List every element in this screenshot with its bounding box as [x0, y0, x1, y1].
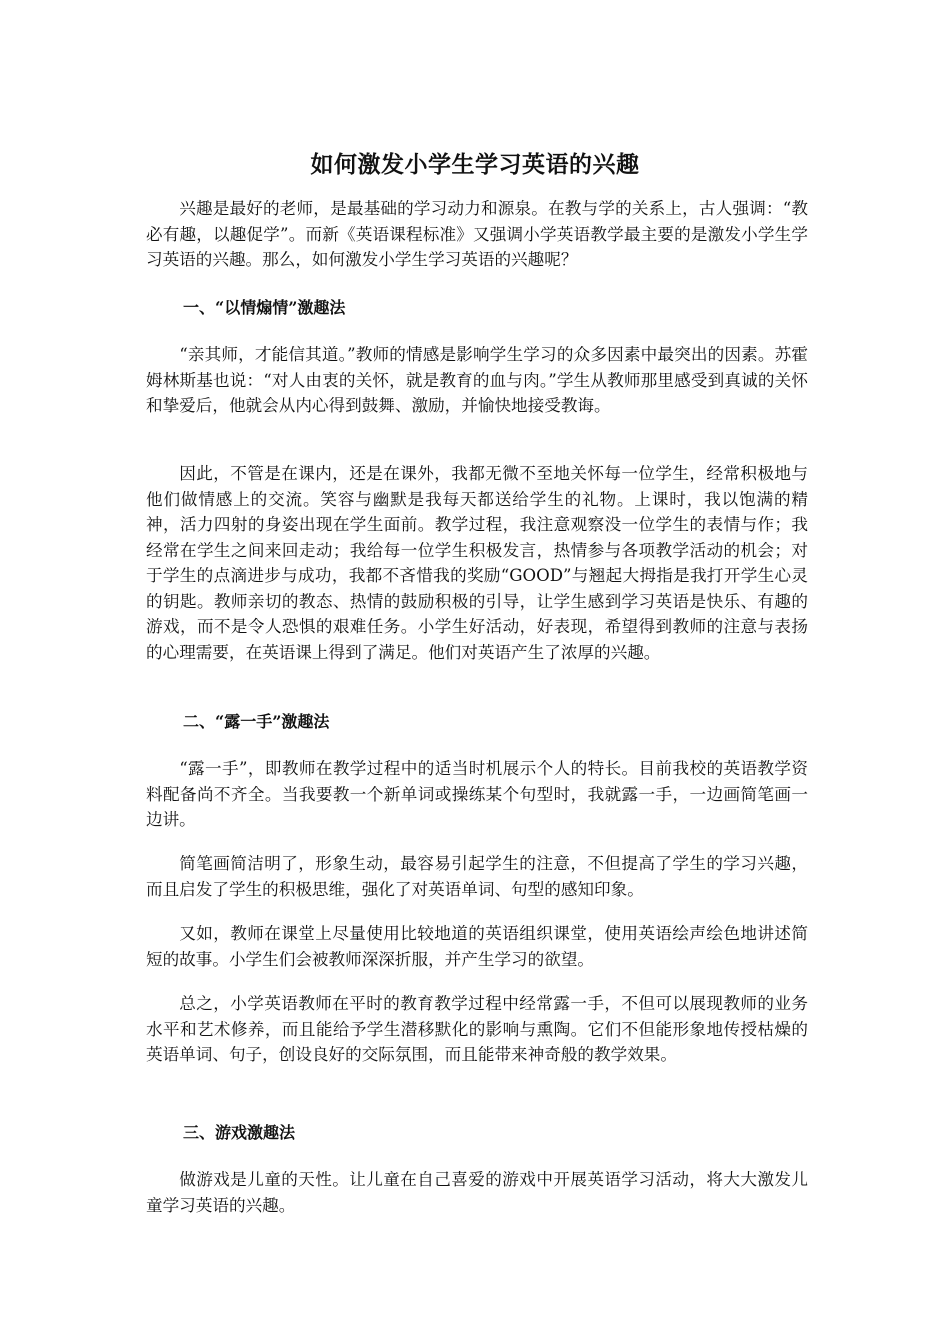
document-title: 如何激发小学生学习英语的兴趣 [310, 151, 640, 179]
section-2-paragraph-3: 又如，教师在课堂上尽量使用比较地道的英语组织课堂，使用英语绘声绘色地讲述简短的故事。小学生们会被教师深深折服，并产生学习的欲望。 [146, 924, 808, 969]
section-3-paragraph-1: 做游戏是儿童的天性。让儿童在自己喜爱的游戏中开展英语学习活动，将大大激发儿童学习英语的兴趣。 [146, 1170, 808, 1215]
section-1-paragraph-2: 因此，不管是在课内，还是在课外，我都无微不至地关怀每一位学生，经常积极地与他们做情感上的交流。笑容与幽默是我每天都送给学生的礼物。上课时，我以饱满的精神，活力四射的身姿出现在学生面前。教学过程，我注意观察没一位学生的表情与作；我经常在学生之间来回走动；我给每一位学生积极发言，热情参与各项教学活动的机会；对于学生的点滴进步与成功，我都不吝惜我的奖励“GOOD”与翘起大拇指是我打开学生心灵的钥匙。教师亲切的教态、热情的鼓励积极的引导，让学生感到学习英语是快乐、有趣的游戏，而不是令人恐惧的艰难任务。小学生好活动，好表现，希望得到教师的注意与表扬的心理需要，在英语课上得到了满足。他们对英语产生了浓厚的兴趣。 [146, 464, 808, 662]
section-heading-1: 一、“以情煽情”激趣法 [183, 298, 346, 317]
section-2-paragraph-4: 总之，小学英语教师在平时的教育教学过程中经常露一手，不但可以展现教师的业务水平和艺术修养，而且能给予学生潜移默化的影响与熏陶。它们不但能形象地传授枯燥的英语单词、句子，创设良好的交际氛围，而且能带来神奇般的教学效果。 [146, 994, 808, 1064]
section-2-paragraph-1: “露一手”，即教师在教学过程中的适当时机展示个人的特长。目前我校的英语教学资料配备尚不齐全。当我要教一个新单词或操练某个句型时，我就露一手，一边画简笔画一边讲。 [146, 759, 808, 829]
intro-paragraph: 兴趣是最好的老师，是最基础的学习动力和源泉。在教与学的关系上，古人强调：“教必有趣，以趣促学”。而新《英语课程标准》又强调小学英语教学最主要的是激发小学生学习英语的兴趣。那么，如何激发小学生学习英语的兴趣呢？ [146, 199, 808, 269]
section-heading-3: 三、游戏激趣法 [183, 1123, 296, 1142]
section-1-paragraph-1: “亲其师，才能信其道。”教师的情感是影响学生学习的众多因素中最突出的因素。苏霍姆林斯基也说：“对人由衷的关怀，就是教育的血与肉。”学生从教师那里感受到真诚的关怀和挚爱后，他就会从内心得到鼓舞、激励，并愉快地接受教诲。 [146, 345, 808, 415]
section-2-paragraph-2: 简笔画简洁明了，形象生动，最容易引起学生的注意，不但提高了学生的学习兴趣，而且启发了学生的积极思维，强化了对英语单词、句型的感知印象。 [146, 854, 808, 899]
section-heading-2: 二、“露一手”激趣法 [183, 712, 330, 731]
